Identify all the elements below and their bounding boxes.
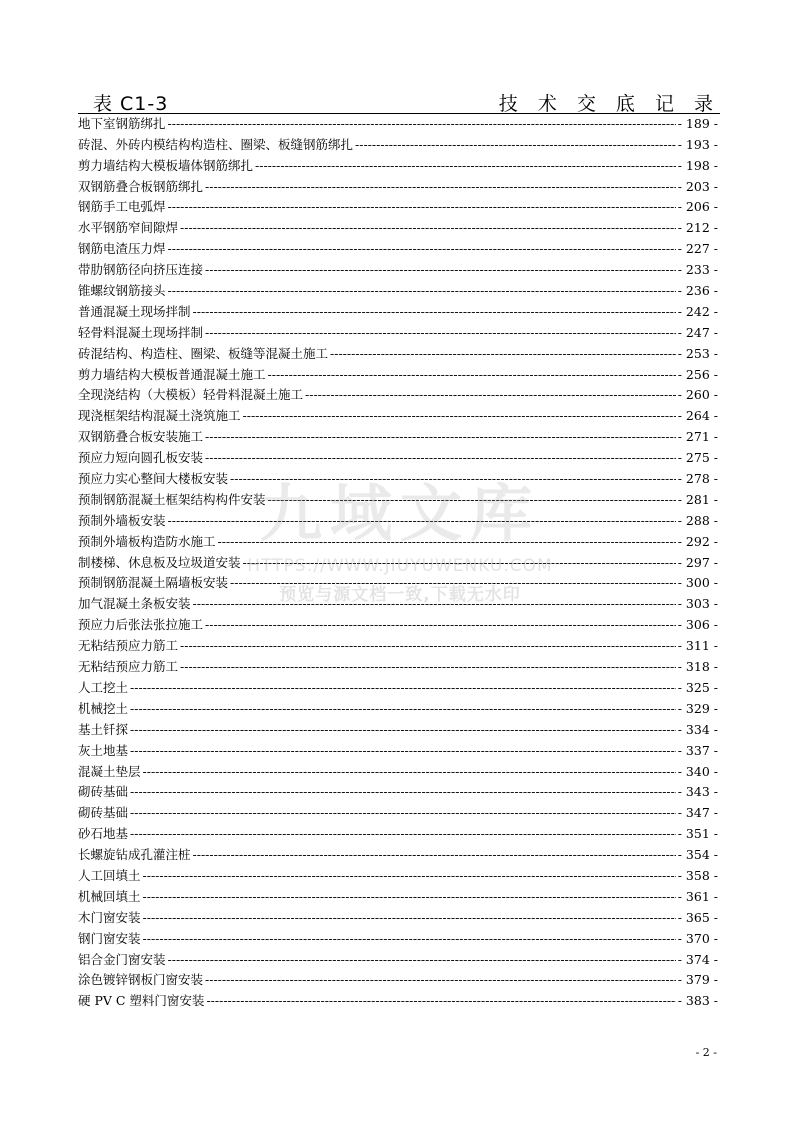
toc-entry-title: 剪力墙结构大模板普通混凝土施工 [78,366,266,382]
toc-entry[interactable] [78,465,718,486]
toc-entry-title: 预应力后张法张拉施工 [78,617,204,633]
toc-entry-page: - 212 - [677,220,718,236]
dot-leader [230,472,676,486]
toc-entry-page: - 370 - [677,930,718,946]
toc-entry-title: 现浇框架结构混凝土浇筑施工 [78,408,241,424]
toc-entry[interactable] [78,611,718,632]
toc-entry[interactable] [78,716,718,737]
dot-leader [255,159,676,173]
toc-entry[interactable] [78,528,718,549]
toc-entry-title: 铝合金门窗安装 [78,951,166,967]
toc-entry[interactable] [78,235,718,256]
toc-entry[interactable] [78,423,718,444]
dot-leader [205,263,676,277]
toc-entry-title: 钢门窗安装 [78,930,141,946]
toc-entry-page: - 247 - [677,324,718,340]
dot-leader [205,180,676,194]
toc-entry[interactable] [78,319,718,340]
toc-entry[interactable] [78,862,718,883]
toc-entry[interactable] [78,277,718,298]
toc-entry-page: - 242 - [677,303,718,319]
toc-entry-page: - 281 - [677,491,718,507]
dot-leader [130,702,676,716]
toc-entry-title: 普通混凝土现场拌制 [78,303,191,319]
toc-entry[interactable] [78,820,718,841]
dot-leader [168,242,676,256]
toc-entry-page: - 203 - [677,178,718,194]
toc-entry[interactable] [78,925,718,946]
toc-entry-page: - 374 - [677,951,718,967]
dot-leader [168,117,676,131]
toc-entry-page: - 236 - [677,283,718,299]
toc-entry-title: 加气混凝土条板安装 [78,596,191,612]
toc-entry-page: - 227 - [677,241,718,257]
toc-entry-page: - 189 - [677,115,718,131]
toc-entry[interactable] [78,653,718,674]
toc-entry[interactable] [78,779,718,800]
dot-leader [168,953,676,967]
toc-entry-page: - 292 - [677,533,718,549]
dot-leader [305,388,676,402]
toc-entry-page: - 318 - [677,659,718,675]
dot-leader [206,994,675,1008]
toc-entry-title: 砖混结构、构造柱、圈梁、板缝等混凝土施工 [78,345,329,361]
toc-entry-title: 锥螺纹钢筋接头 [78,283,166,299]
toc-entry-page: - 383 - [677,993,718,1009]
dot-leader [230,576,676,590]
toc-entry-title: 基土钎探 [78,721,129,737]
toc-entry[interactable] [78,695,718,716]
watermark-url: HTTPS://WWW.JIUYUWENKU.COM [247,556,553,576]
toc-entry-title: 地下室钢筋绑扎 [78,115,166,131]
toc-entry-title: 预制外墙板安装 [78,512,166,528]
toc-entry-title: 机械回填土 [78,888,141,904]
toc-entry-title: 预制钢筋混凝土隔墙板安装 [78,575,229,591]
toc-entry-title: 混凝土垫层 [78,763,141,779]
toc-entry-page: - 300 - [677,575,718,591]
toc-entry[interactable] [78,758,718,779]
toc-entry-page: - 329 - [677,700,718,716]
toc-entry-title: 轻骨料混凝土现场拌制 [78,324,204,340]
toc-entry-page: - 233 - [677,262,718,278]
toc-entry-page: - 365 - [677,909,718,925]
toc-entry-page: - 206 - [677,199,718,215]
dot-leader [130,723,676,737]
toc-entry-title: 涂色镀锌钢板门窗安装 [78,972,204,988]
toc-entry-page: - 361 - [677,888,718,904]
dot-leader [205,973,676,987]
toc-entry[interactable] [78,632,718,653]
toc-entry-page: - 379 - [677,972,718,988]
toc-entry-title: 水平钢筋窄间隙焊 [78,220,179,236]
toc-entry[interactable] [78,946,718,967]
toc-entry[interactable] [78,402,718,423]
toc-entry-page: - 198 - [677,157,718,173]
toc-entry-page: - 253 - [677,345,718,361]
dot-leader [168,284,676,298]
document-title: 技 术 交 底 记 录 [498,93,720,115]
dot-leader [143,932,676,946]
toc-entry-title: 带肋钢筋径向挤压连接 [78,262,204,278]
toc-entry-page: - 288 - [677,512,718,528]
toc-entry[interactable] [78,987,718,1008]
dot-leader [180,660,676,674]
toc-entry-page: - 347 - [677,805,718,821]
table-of-contents [78,110,718,1008]
toc-entry[interactable] [78,590,718,611]
toc-entry-title: 长螺旋钻成孔灌注桩 [78,847,191,863]
toc-entry-page: - 325 - [677,679,718,695]
toc-entry-page: - 271 - [677,429,718,445]
toc-entry-page: - 303 - [677,596,718,612]
dot-leader [130,744,676,758]
dot-leader [143,890,676,904]
toc-entry-page: - 256 - [677,366,718,382]
dot-leader [330,347,676,361]
toc-entry-page: - 354 - [677,847,718,863]
dot-leader [168,200,676,214]
toc-entry-page: - 297 - [677,554,718,570]
dot-leader [205,326,676,340]
dot-leader [205,618,676,632]
dot-leader [130,785,676,799]
toc-entry-page: - 278 - [677,471,718,487]
toc-entry-title: 砖混、外砖内模结构构造柱、圈梁、板缝钢筋绑扎 [78,136,354,152]
toc-entry-title: 砌砖基础 [78,784,129,800]
toc-entry[interactable] [78,194,718,215]
toc-entry-title: 全现浇结构（大模板）轻骨料混凝土施工 [78,387,304,403]
dot-leader [355,138,676,152]
toc-entry-title: 钢筋电渣压力焊 [78,241,166,257]
dot-leader [193,597,676,611]
dot-leader [130,681,676,695]
dot-leader [268,368,676,382]
dot-leader [243,556,676,570]
dot-leader [143,765,676,779]
toc-entry-page: - 275 - [677,450,718,466]
dot-leader [130,827,676,841]
toc-entry-title: 砌砖基础 [78,805,129,821]
toc-entry-page: - 343 - [677,784,718,800]
toc-entry-title: 人工挖土 [78,679,129,695]
toc-entry[interactable] [78,570,718,591]
toc-entry[interactable] [78,361,718,382]
toc-entry[interactable] [78,444,718,465]
toc-entry[interactable] [78,507,718,528]
toc-entry[interactable] [78,799,718,820]
toc-entry-title: 人工回填土 [78,867,141,883]
toc-entry[interactable] [78,737,718,758]
toc-entry-page: - 351 - [677,826,718,842]
watermark-logo-text: 九域文库 [259,477,540,550]
toc-entry[interactable] [78,904,718,925]
toc-entry-title: 钢筋手工电弧焊 [78,199,166,215]
toc-entry-page: - 264 - [677,408,718,424]
toc-entry-page: - 311 - [677,638,718,654]
toc-entry[interactable] [78,674,718,695]
toc-entry-title: 预应力实心整间大楼板安装 [78,471,229,487]
toc-entry-page: - 334 - [677,721,718,737]
toc-entry-page: - 260 - [677,387,718,403]
toc-entry[interactable] [78,214,718,235]
toc-entry[interactable] [78,486,718,507]
dot-leader [130,806,676,820]
toc-entry-page: - 306 - [677,617,718,633]
watermark-note: 预览与源文档一致,下载无水印 [279,585,521,605]
toc-entry[interactable] [78,298,718,319]
dot-leader [180,639,676,653]
dot-leader [243,409,676,423]
dot-leader [143,911,676,925]
dot-leader [193,305,676,319]
toc-entry-page: - 193 - [677,136,718,152]
toc-entry-title: 剪力墙结构大模板墙体钢筋绑扎 [78,157,254,173]
toc-entry-title: 制楼梯、休息板及垃圾道安装 [78,554,241,570]
toc-entry-title: 预应力短向圆孔板安装 [78,450,204,466]
dot-leader [205,451,676,465]
page-number: - 2 - [695,1046,717,1059]
toc-entry[interactable] [78,152,718,173]
form-number: 表 C1-3 [93,93,169,115]
toc-entry-page: - 340 - [677,763,718,779]
dot-leader [168,514,676,528]
toc-entry[interactable] [78,967,718,988]
toc-entry[interactable] [78,256,718,277]
toc-entry[interactable] [78,131,718,152]
toc-entry-title: 双钢筋叠合板安装施工 [78,429,204,445]
toc-entry[interactable] [78,382,718,403]
toc-entry[interactable] [78,340,718,361]
dot-leader [268,493,676,507]
toc-entry[interactable] [78,110,718,131]
toc-entry-page: - 358 - [677,867,718,883]
toc-entry-title: 预制钢筋混凝土框架结构构件安装 [78,491,266,507]
dot-leader [205,430,676,444]
toc-entry[interactable] [78,841,718,862]
toc-entry-title: 双钢筋叠合板钢筋绑扎 [78,178,204,194]
dot-leader [143,869,676,883]
toc-entry[interactable] [78,883,718,904]
toc-entry-title: 灰土地基 [78,742,129,758]
toc-entry[interactable] [78,173,718,194]
toc-entry-page: - 337 - [677,742,718,758]
dot-leader [180,221,676,235]
toc-entry-title: 砂石地基 [78,826,129,842]
dot-leader [218,535,676,549]
toc-entry-title: 无粘结预应力筋工 [78,659,179,675]
toc-entry-title: 预制外墙板构造防水施工 [78,533,216,549]
toc-entry-title: 硬 PV C 塑料门窗安装 [78,993,205,1009]
toc-entry[interactable] [78,549,718,570]
toc-entry-title: 机械挖土 [78,700,129,716]
toc-entry-title: 木门窗安装 [78,909,141,925]
dot-leader [193,848,676,862]
toc-entry-title: 无粘结预应力筋工 [78,638,179,654]
